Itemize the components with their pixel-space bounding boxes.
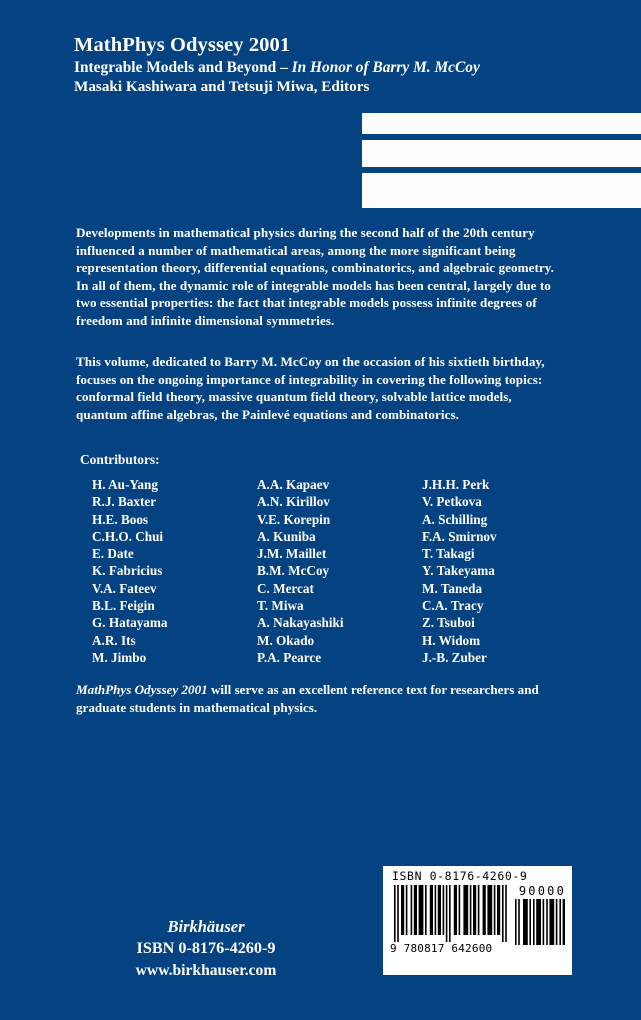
contributor-name: M. Taneda xyxy=(422,580,483,596)
contributor-name: R.J. Baxter xyxy=(92,494,157,510)
contributors-heading: Contributors: xyxy=(80,452,160,467)
barcode-bars-row xyxy=(390,885,565,973)
editors-line: Masaki Kashiwara and Tetsuji Miwa, Editors xyxy=(74,78,370,96)
contributor-name: A.R. Its xyxy=(92,632,136,648)
contributor-name: C.H.O. Chui xyxy=(92,528,164,544)
contributor-name: K. Fabricius xyxy=(92,563,163,579)
contributor-name: V.A. Fateev xyxy=(92,580,157,596)
closing-book-reference: MathPhys Odyssey 2001 xyxy=(76,682,208,697)
contributor-name: C. Mercat xyxy=(257,580,314,596)
page-title: MathPhys Odyssey 2001 xyxy=(74,34,291,56)
barcode-isbn-label: ISBN 0-8176-4260-9 xyxy=(392,869,528,883)
contributor-name: A. Nakayashiki xyxy=(257,615,344,631)
barcode-ean-bars xyxy=(390,885,508,942)
barcode-ean-group xyxy=(390,885,508,954)
contributor-name: A. Kuniba xyxy=(257,528,316,544)
contributor-name: A.A. Kapaev xyxy=(257,477,330,492)
barcode-addon-group xyxy=(514,885,566,945)
barcode xyxy=(383,866,572,975)
contributor-name: M. Okado xyxy=(257,632,315,648)
barcode-addon-bars xyxy=(514,899,566,945)
contributor-name: J.M. Maillet xyxy=(257,546,327,562)
subtitle-lead: Integrable Models and Beyond – xyxy=(74,58,292,76)
contributor-name: T. Miwa xyxy=(257,597,304,613)
contributor-name: Z. Tsuboi xyxy=(422,615,475,631)
contributor-name: B.M. McCoy xyxy=(257,563,330,579)
contributor-name: H. Au-Yang xyxy=(92,477,158,492)
contributor-name: H.E. Boos xyxy=(92,511,149,527)
contributor-name: P.A. Pearce xyxy=(257,649,322,665)
closing-text: will serve as an excellent reference text for researchers and graduate students in mathematical physics. xyxy=(76,682,539,715)
publisher-block xyxy=(76,917,336,980)
decorative-bar-2 xyxy=(362,140,641,167)
contributor-name: T. Takagi xyxy=(422,546,475,562)
contributor-name: C.A. Tracy xyxy=(422,597,484,613)
title-block xyxy=(74,34,594,96)
barcode-addon-digits: 90000 xyxy=(518,883,566,898)
publisher-isbn: ISBN 0-8176-4260-9 xyxy=(136,939,276,958)
blurb-block-2 xyxy=(76,353,563,436)
decorative-bar-1 xyxy=(362,113,641,134)
publisher-name: Birkhäuser xyxy=(167,917,245,936)
contributor-name: M. Jimbo xyxy=(92,649,147,665)
contributor-name: J.H.H. Perk xyxy=(422,477,490,492)
contributor-name: A. Schilling xyxy=(422,511,488,527)
barcode-ean-digits: 9 780817 642600 xyxy=(390,941,493,955)
subtitle xyxy=(74,59,594,77)
contributors-column-1 xyxy=(92,476,257,666)
contributor-name: F.A. Smirnov xyxy=(422,528,497,544)
contributors-column-2 xyxy=(257,476,422,666)
contributor-name: J.-B. Zuber xyxy=(422,649,487,665)
contributor-name: Y. Takeyama xyxy=(422,563,495,579)
closing-paragraph xyxy=(76,681,563,716)
blurb-block xyxy=(76,224,563,343)
contributor-name: G. Hatayama xyxy=(92,615,168,631)
subtitle-honor: In Honor of Barry M. McCoy xyxy=(291,58,480,76)
contributors-section xyxy=(76,452,576,666)
publisher-website[interactable]: www.birkhauser.com xyxy=(135,961,277,979)
contributors-columns xyxy=(76,476,576,666)
blurb-paragraph-2: This volume, dedicated to Barry M. McCoy on the occasion of his sixtieth birthday, focuses on the ongoing importance of integrability in covering the following topics: conformal field theory, massive quantum field theory, solvable lattice models, quantum affine algebras, the Painlevé equations and combinatorics. xyxy=(76,354,545,422)
contributor-name: H. Widom xyxy=(422,632,481,648)
decorative-bar-3 xyxy=(362,173,641,208)
contributor-name: V.E. Korepin xyxy=(257,511,331,527)
contributor-name: V. Petkova xyxy=(422,494,482,510)
contributor-name: E. Date xyxy=(92,546,134,562)
contributors-column-3 xyxy=(422,476,592,666)
contributor-name: B.L. Feigin xyxy=(92,597,155,613)
blurb-paragraph-1: Developments in mathematical physics during the second half of the 20th century influenced a number of mathematical areas, among the more significant being representation theory, differential equations, combinatorics, and algebraic geometry. In all of them, the dynamic role of integrable models has been central, largely due to two essential properties: the fact that integrable models possess infinite degrees of freedom and infinite dimensional symmetries. xyxy=(76,225,554,329)
contributor-name: A.N. Kirillov xyxy=(257,494,330,510)
